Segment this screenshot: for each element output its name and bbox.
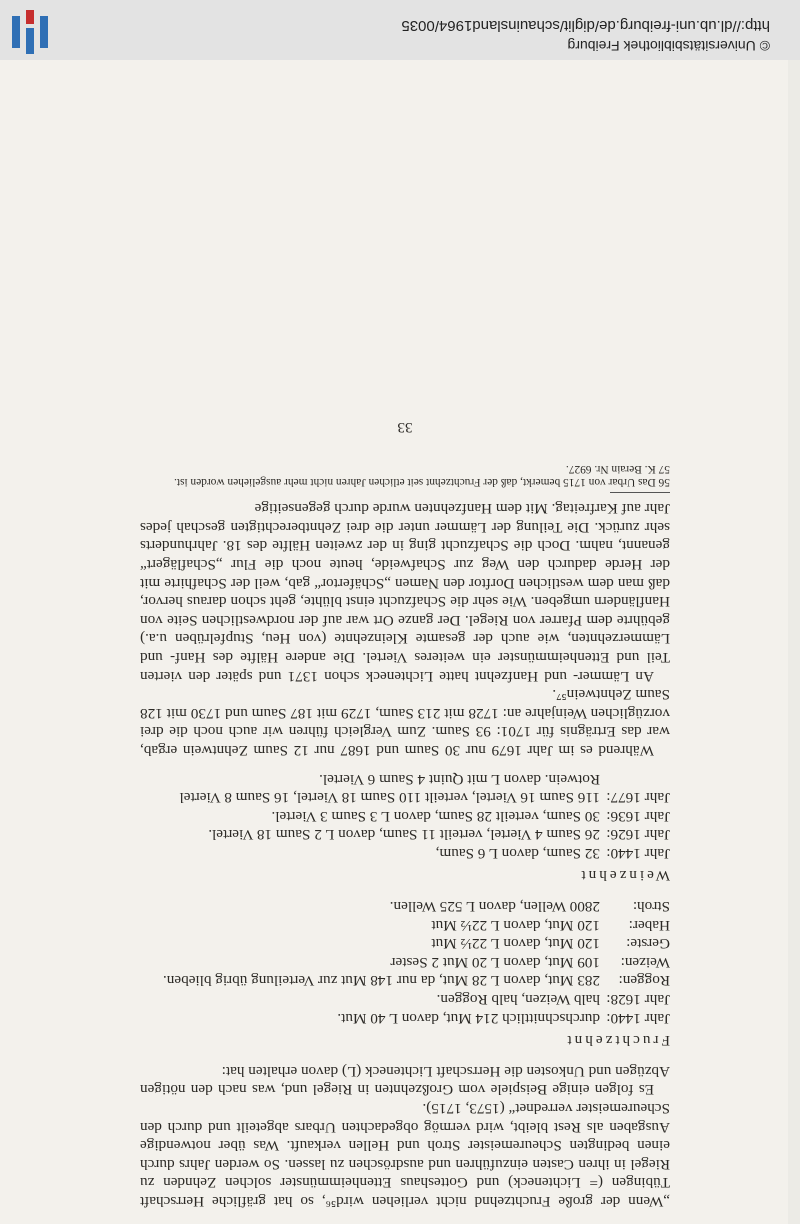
wein-row: Jahr 1626: 26 Saum 4 Viertel, verteilt 11 Saum, davon L 2 Saum 18 Viertel. [208, 826, 670, 844]
footnote-57: 57 K. Berain Nr. 6927. [565, 462, 670, 475]
heading-fruchtzehnt: Fruchtzehnt [564, 1032, 670, 1050]
footnote-divider [610, 492, 670, 493]
paragraph-3: Während es im Jahr 1679 nur 30 Saum und 1687 nur 12 Saum Zehntwein ergab, war das Erträgnis für 1701: 93 Saum. Zum Vergleich führen wir auch noch die drei vorzüglichen Weinjahre an: 1728 mit 213 Saum, 1729 mit 187 Saum und 1730 mit 128 Saum Zehntwein⁵⁷. [140, 686, 670, 759]
frucht-row: Weizen: 109 Mut, davon L 20 Mut 2 Sester [390, 953, 670, 971]
frucht-row: Gerste: 120 Mut, davon L 22½ Mut [431, 935, 670, 953]
frucht-row: Jahr 1628: halb Weizen, halb Roggen. [436, 991, 670, 1009]
wein-row: Rotwein. davon L mit Quint 4 Saum 6 Viertel. [319, 770, 600, 788]
document-url-link[interactable]: http://dl.ub.uni-freiburg.de/diglit/schauinsland1964/0035 [401, 17, 770, 34]
footnote-56: 56 Das Urbar von 1715 bemerkt, daß der Fruchtzehnt seit etlichen Jahren nicht mehr ausgeliehen worden ist. [174, 475, 670, 488]
frucht-row: Jahr 1440: durchschnittlich 214 Mut, davon L 40 Mut. [337, 1009, 670, 1027]
frucht-row: Stroh: 2800 Wellen, davon L 525 Wellen. [389, 898, 670, 916]
paragraph-1: „Wenn der große Fruchtzehnd nicht verliehen wird⁵⁶, so hat gräfliche Herrschaft Tübingen (= Lichteneck) und Gotteshaus Ettenheimmünster solchen Zehnden zu Riegel in ihren Casten einzuführen und ausdröschen zu lassen. So werden Jahrs durch einen bedingten Scheuremeister Stroh und Hellen verkauft. Was über notwendige Ausgaben als Rest bleibt, wird vermög obgedachten Urbars abgeteilt und durch den Scheuremeister verrednet“ (1573, 1715). [140, 1100, 670, 1210]
heading-weinzehnt: Weinzehnt [578, 867, 670, 885]
paragraph-4: An Lämmer- und Hanfzehnt hatte Lichteneck schon 1371 und später den vierten Teil und Ettenheimmünster ein weiteres Viertel. Die andere Hälfte des Hanf- und Lämmerzehnten, wie auch der gesamte Kleinzehnte (von Heu, Stupfelrüben u.a.) gebührte dem Pfarrer von Riegel. Der ganze Ort war auf der nordwestlichen Seite von Hanfländern umgeben. Wie sehr die Schafzucht einst blühte, geht schon daraus hervor, daß man dem westlichen Dorftor den Namen „Schäfertor“ gab, weil der Schafhirte mit der Herde dadurch den Weg zur Schafweide, heute noch die Flur „Schaflägert“ genannt, nahm. Doch die Schafzucht ging in der zweiten Hälfte des 18. Jahrhunderts sehr zurück. Die Teilung der Lämmer unter die drei Zehntberechtigten geschah jedes Jahr auf Karfreitag. Mit dem Hanfzehnten wurde durch gegenseitige [140, 500, 670, 685]
wein-row: Jahr 1636: 30 Saum, verteilt 28 Saum, davon L 3 Saum 3 Viertel. [271, 807, 670, 825]
library-logo-icon [8, 10, 48, 54]
copyright-text: © Universitätsbibliothek Freiburg [567, 38, 770, 54]
paragraph-2: Es folgen einige Beispiele vom Großzehnten in Riegel und, was nach den nötigen Abzügen und Unkosten die Herrschaft Lichteneck (L) davon erhalten hat: [140, 1062, 670, 1099]
page-content [140, 417, 670, 1210]
wein-row: Jahr 1677: 116 Saum 16 Viertel, verteilt 110 Saum 18 Viertel, 16 Saum 8 Viertel [179, 789, 670, 807]
wein-row: Jahr 1440: 32 Saum, davon L 6 Saum, [435, 844, 670, 862]
page-number: 33 [397, 418, 413, 436]
frucht-row: Roggen: 283 Mut, davon L 28 Mut, da nur 148 Mut zur Verteilung übrig blieben. [162, 972, 670, 990]
frucht-row: Haber: 120 Mut, davon L 22½ Mut [431, 916, 670, 934]
header-bar [0, 0, 800, 60]
